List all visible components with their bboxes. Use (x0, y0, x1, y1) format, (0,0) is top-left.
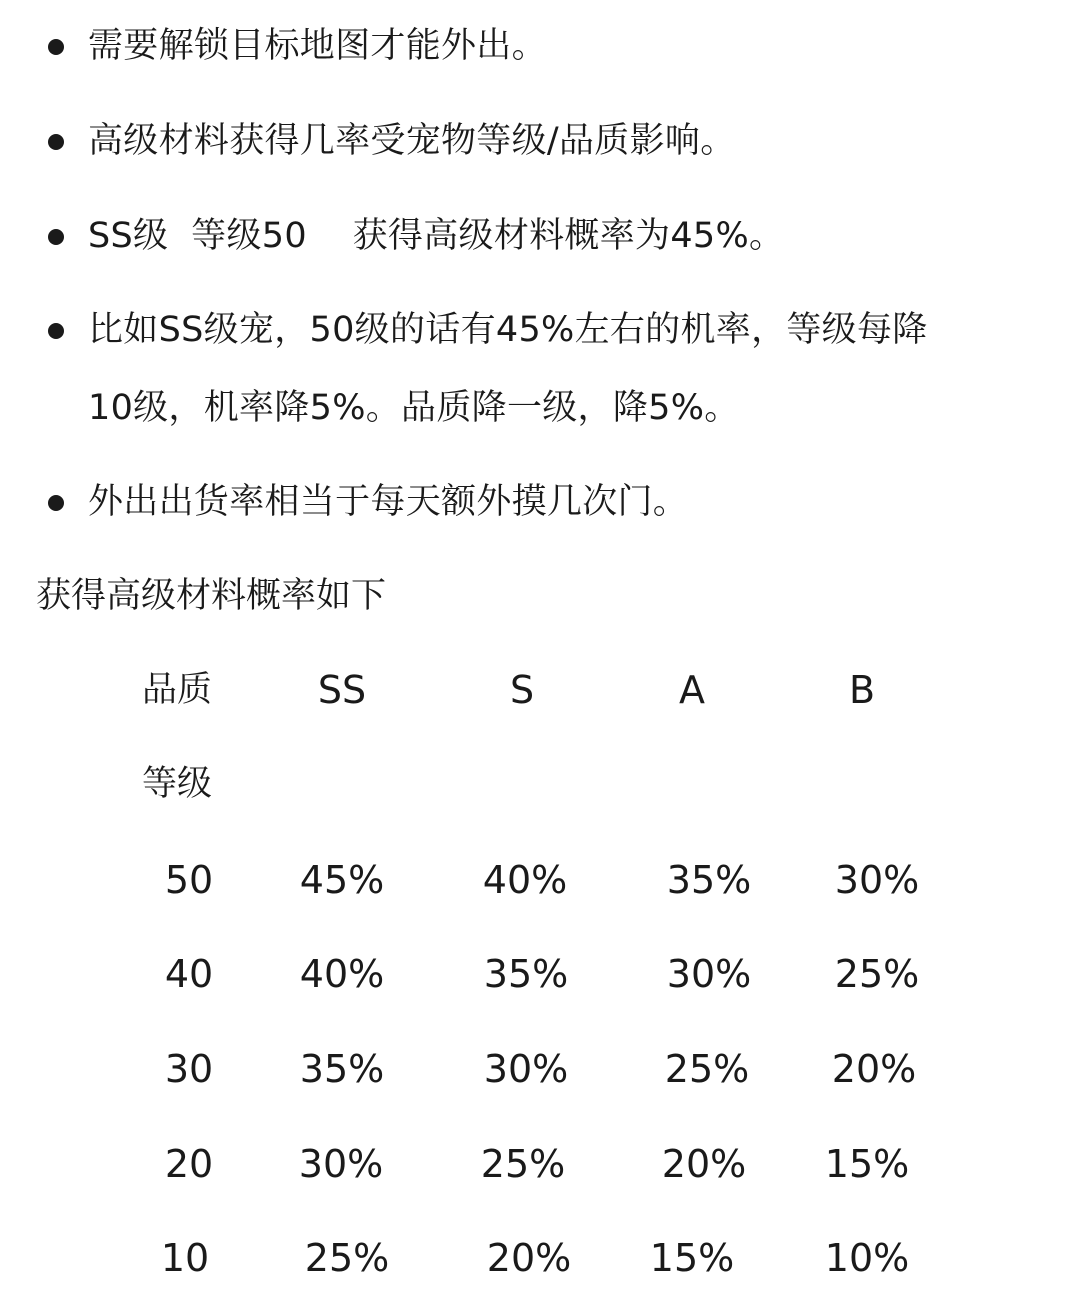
bullet-text: 需要解锁目标地图才能外出。 (88, 26, 547, 66)
table-cell: 30% (483, 1047, 569, 1091)
column-header: S (509, 668, 535, 712)
bullet-text: 外出出货率相当于每天额外摸几次门。 (88, 482, 689, 522)
table-cell: 40% (299, 952, 385, 996)
table-cell: 35% (666, 858, 752, 902)
table-corner-quality: 品质 (141, 670, 213, 710)
table-corner-level: 等级 (141, 764, 213, 804)
column-header: SS (317, 668, 367, 712)
bullet-text-continued: 10级，机率降5%。品质降一级，降5%。 (88, 388, 740, 428)
row-level: 40 (164, 952, 214, 996)
table-cell: 45% (299, 858, 385, 902)
row-level: 30 (164, 1047, 214, 1091)
column-header: B (848, 668, 876, 712)
table-cell: 35% (299, 1047, 385, 1091)
table-cell: 20% (831, 1047, 917, 1091)
table-cell: 15% (649, 1236, 735, 1280)
bullet-text: 比如SS级宠，50级的话有45%左右的机率，等级每降 (88, 310, 928, 350)
table-cell: 40% (482, 858, 568, 902)
table-cell: 20% (486, 1236, 572, 1280)
table-cell: 35% (483, 952, 569, 996)
bullet-text: 高级材料获得几率受宠物等级/品质影响。 (88, 121, 736, 161)
table-cell: 30% (834, 858, 920, 902)
table-cell: 25% (480, 1142, 566, 1186)
row-level: 10 (160, 1236, 210, 1280)
row-level: 20 (164, 1142, 214, 1186)
bullet-text: SS级 等级50 获得高级材料概率为45%。 (88, 216, 785, 256)
table-cell: 25% (664, 1047, 750, 1091)
table-cell: 20% (661, 1142, 747, 1186)
table-cell: 15% (824, 1142, 910, 1186)
table-cell: 10% (824, 1236, 910, 1280)
table-heading: 获得高级材料概率如下 (36, 576, 387, 616)
table-cell: 25% (304, 1236, 390, 1280)
table-cell: 30% (298, 1142, 384, 1186)
table-cell: 25% (834, 952, 920, 996)
table-cell: 30% (666, 952, 752, 996)
column-header: A (679, 668, 705, 712)
row-level: 50 (164, 858, 214, 902)
